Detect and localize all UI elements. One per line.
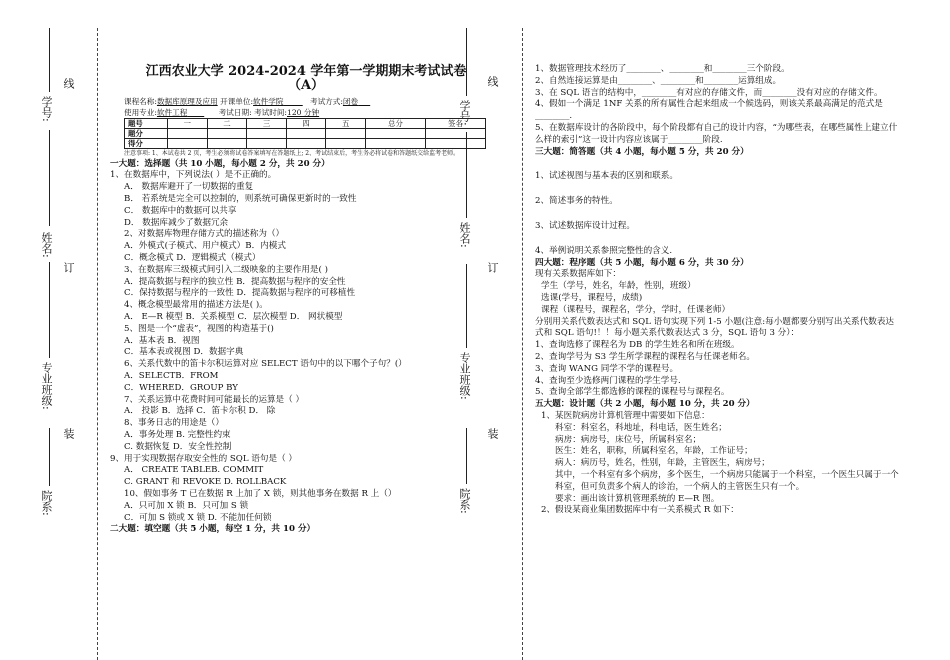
exam-form-label: 考试方式: [309,96,343,106]
question-line: A． 投影 B．选择 C．笛卡尔积 D． 除 [124,406,276,417]
section-heading: 五大题：设计题（共 2 小题，每小题 10 分，共 20 分） [535,399,755,410]
question-line: 2、查询学号为 S3 学生所学课程的课程名与任课老师名。 [535,351,755,362]
question-line: 3、查询 WANG 同学不学的课程号。 [535,363,679,374]
binding-char: 订 [62,262,75,273]
exam-form-blank [358,97,370,106]
question-line: 课程（课程号，课程名，学分，学时，任课老师） [541,304,731,315]
score-table [124,118,486,149]
score-cell[interactable] [366,128,426,138]
question-line: C．基本表或视图 D．数据字典 [124,347,244,358]
dept-label: 开课单位: [220,96,254,106]
question-line: A． E—R 模型 B．关系模型 C．层次模型 D． 网状模型 [124,311,343,322]
question-line: 4、查询至少选修两门课程的学生学号. [535,375,681,386]
major-blank [187,108,204,117]
question-line: D． 数据库减少了数据冗余 [124,217,229,228]
question-line: 3、在数据库三级模式间引入二级映象的主要作用是( ) [124,264,328,275]
question-line: 2、对数据库物理存储方式的描述称为（） [124,229,285,240]
student-id-blank [49,28,50,92]
question-line: C．可加 S 锁或 X 锁 D. 不能加任何锁 [124,512,272,523]
question-line: 分别用关系代数表达式和 SQL 语句实现下列 1-5 小题(注意:每小题都要分别写出关系代数表达式和 SQL 语句!！！每小题关系代数表达式 3 分，SQL 语句 3 分）： [535,316,895,339]
score-row-points [125,128,486,138]
question-line: 病房：病房号，床位号，所属科室名； [555,434,702,445]
college-blank [49,428,50,486]
major-class-label: 专业班级: [458,352,471,400]
question-line: 3、试述数据库设计过程。 [535,220,635,231]
score-row-earned [125,138,486,148]
binding-char: 线 [486,76,499,87]
question-line: C. 数据恢复 D．安全性控制 [124,441,232,452]
binding-char: 线 [62,78,75,89]
question-line: 1、在数据库中，下列说法( ）是不正确的。 [110,170,277,181]
question-line: 10、假如事务 T 已在数据 R 上加了 X 锁，则其他事务在数据 R 上（） [124,488,397,499]
question-line: 1、某医院病房计算机管理中需要如下信息： [541,410,710,421]
question-line: A．基本表 B．视图 [124,335,200,346]
course-name: 数据库原理及应用 [156,96,218,106]
question-line: 医生：姓名，职称，所属科室名，年龄，工作证号； [555,446,753,457]
question-line: C. GRANT 和 REVOKE D. ROLLBACK [124,477,287,488]
course-label: 课程名称: [124,96,157,106]
question-line: 9、用于实现数据存取安全性的 SQL 语句是（ ） [110,453,297,464]
binding-char: 装 [486,428,499,439]
column-header: 总分 [366,118,426,128]
score-cell[interactable] [168,128,208,138]
exam-note: 注意事项: 1、本试卷共 2 页，考生必须将试卷答案填写在答题纸上; 2、考试结束后，考生务必将试卷和答题纸交给监考老师。 [124,149,460,157]
question-line: 4、举例说明关系参照完整性的含义. [535,245,673,256]
row-label: 得分 [125,138,168,148]
question-line: A． CREATE TABLEB. COMMIT [124,465,264,476]
column-header: 二 [207,118,247,128]
score-cell[interactable] [168,138,208,148]
question-line: 5、在数据库设计的各阶段中，每个阶段都有自己的设计内容，“为哪些表，在哪些属性上建立什么样的索引”这一设计内容应该属于________阶段. [535,122,898,145]
column-header: 四 [286,118,326,128]
major-class-blank [49,262,50,358]
column-header: 五 [326,118,366,128]
binding-char: 订 [486,262,499,273]
question-line: 学生（学号，姓名，年龄，性别，班级） [541,281,696,292]
question-line: A． 数据库避开了一切数据的重复 [124,182,254,193]
question-line: 2、简述事务的特性。 [535,196,618,207]
question-line: 4、假如一个满足 1NF 关系的所有属性合起来组成一个候选码，则该关系最高满足的范式是________. [535,99,883,122]
question-line: 4、概念模型最常用的描述方法是( )。 [124,300,268,311]
question-line: A．事务处理 B. 完整性约束 [124,429,231,440]
duration-label: 考试时间: [254,107,287,117]
row-label: 题号 [125,118,168,128]
college-label: 院系: [458,488,471,514]
answer-space [535,183,900,196]
name-label: 姓名: [458,222,471,248]
question-line: A．提高数据与程序的独立性 B．提高数据与程序的安全性 [124,276,346,287]
exam-title: 江西农业大学 2024-2024 学年第一学期期末考试试卷 [145,64,467,79]
paper-label: （A） [287,77,325,93]
right-question-list [535,64,900,517]
score-cell[interactable] [207,128,247,138]
question-line: C．保持数据与程序的一致性 D．提高数据与程序的可移植性 [124,288,356,299]
question-line: A．SELECTB．FROM [124,370,219,381]
question-line: A．外模式(子模式、用户模式）B．内模式 [124,241,286,252]
dept-blank [283,97,302,106]
answer-space [535,208,900,221]
score-cell[interactable] [326,138,366,148]
dept-value: 软件学院 [253,96,284,106]
score-cell[interactable] [286,138,326,148]
section-heading: 四大题：程序题（共 5 小题，每小题 6 分，共 30 分） [535,257,749,268]
name-blank [49,130,50,226]
question-line: 2、自然连接运算是由________、________和________运算组成。 [535,75,782,86]
question-line: C． 数据库中的数据可以共享 [124,205,237,216]
question-line: 8、事务日志的用途是（） [124,418,224,429]
student-id-label: 学号: [458,100,471,126]
binding-line-left [97,28,98,660]
section-heading: 三大题：简答题（共 4 小题，每小题 5 分，共 20 分） [535,146,749,157]
question-line: 5、图是一个“虚表”，视图的构造基于() [124,323,274,334]
score-row-number [125,118,486,128]
exam-info-line-2 [124,107,490,118]
major-value: 软件工程 [156,107,188,117]
score-cell[interactable] [425,128,485,138]
question-line: 5、查询全部学生都选修的课程的课程号与课程名。 [535,387,730,398]
score-cell[interactable] [425,138,485,148]
major-label: 使用专业: [124,107,157,117]
score-cell[interactable] [286,128,326,138]
question-line: 1、试述视图与基本表的区别和联系。 [535,171,678,182]
score-cell[interactable] [247,138,287,148]
score-cell[interactable] [326,128,366,138]
question-line: 现有关系数据库如下： [535,269,621,280]
question-line: 6、关系代数中的笛卡尔积运算对应 SELECT 语句中的以下哪个子句？(） [124,359,407,370]
left-question-list [110,159,490,537]
section-heading: 一大题：选择题（共 10 小题，每小题 2 分，共 20 分） [110,158,330,169]
exam-info-line-1 [124,96,490,107]
question-line: 要求：画出该计算机管理系统的 E—R 图。 [555,493,720,504]
question-line: 1、查询选修了课程名为 DB 的学生姓名和所在班级。 [535,340,740,351]
right-page [535,64,900,517]
column-header: 签名 [425,118,485,128]
question-line: 7、关系运算中花费时间可能最长的运算是（ ） [124,394,305,405]
question-line: 其中，一个科室有多个病房，多个医生，一个病房只能属于一个科室，一个医生只属于一个科室，但可负责多个病人的诊治，一个病人的主管医生只有一个。 [555,469,899,492]
answer-space [535,233,900,246]
question-line: 3、在 SQL 语言的结构中，________有对应的存储文件，而________没有对应的存储文件。 [535,87,883,98]
student-id-label: 学号: [40,96,53,122]
binding-char: 装 [62,428,75,439]
exam-form: 闭卷 [342,96,359,106]
question-line: 2、假设某商业集团数据库中有一关系模式 R 如下： [541,505,739,516]
column-header: 三 [247,118,287,128]
question-line: B． 若系统是完全可以控制的，则系统可确保更新时的一致性 [124,193,357,204]
score-cell[interactable] [247,128,287,138]
college-label: 院系: [40,490,53,516]
score-cell[interactable] [207,138,247,148]
question-line: C．概念模式 D．逻辑模式（模式） [124,252,261,263]
name-label: 姓名: [40,232,53,258]
score-cell[interactable] [366,138,426,148]
question-line: A．只可加 X 锁 B．只可加 S 锁 [124,500,249,511]
major-class-label: 专业班级: [40,362,53,410]
duration-value: 120 分钟 [287,107,320,117]
section-heading: 二大题：填空题（共 5 小题，每空 1 分，共 10 分） [110,524,316,535]
binding-line-middle [522,28,523,660]
question-line: 1、数据管理技术经历了________、________和________三个阶段。 [535,64,790,74]
question-line: 选课(学号，课程号，成绩) [541,292,643,303]
question-line: 科室：科室名，科地址，科电话，医生姓名； [555,422,727,433]
left-page [110,66,490,536]
question-line: 病人：病历号，姓名，性别，年龄，主管医生，病房号； [555,458,770,469]
column-header: 一 [168,118,208,128]
row-label: 题分 [125,128,168,138]
answer-space [535,158,900,171]
date-label: 考试日期: [218,107,252,117]
question-line: C．WHERED．GROUP BY [124,382,238,393]
